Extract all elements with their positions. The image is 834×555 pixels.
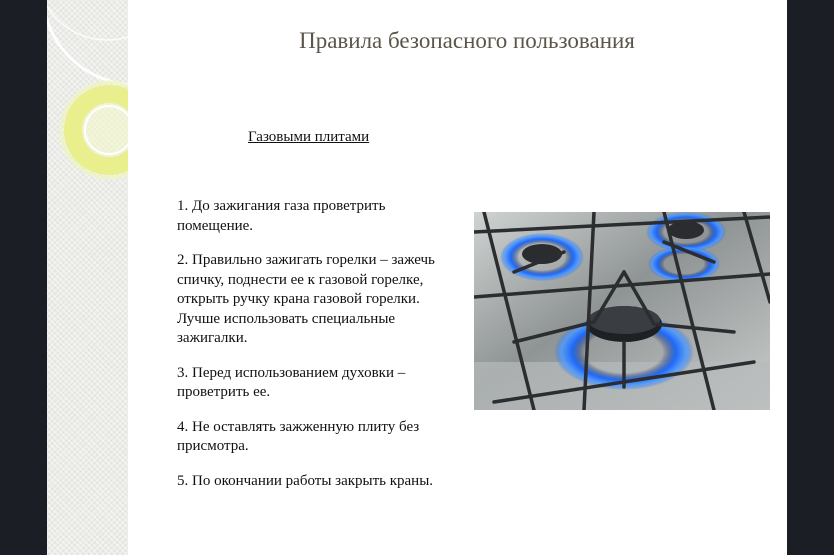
rule-item: 3. Перед использованием духовки – проветрить ее. bbox=[177, 364, 406, 400]
slide-subtitle: Газовыми плитами bbox=[248, 129, 370, 145]
gas-stove-burners-icon bbox=[474, 212, 770, 410]
slide bbox=[47, 0, 787, 555]
rule-item: 4. Не оставлять зажженную плиту без присмотра. bbox=[177, 418, 420, 454]
rules-list bbox=[177, 197, 452, 506]
slide-title: Правила безопасного пользования bbox=[299, 28, 635, 53]
decorative-rings-icon bbox=[47, 0, 128, 555]
rule-item: 2. Правильно зажигать горелки – зажечь спичку, поднести ее к газовой горелке, открыть ручку крана газовой горелки. Лучше использовать специальные зажигалки. bbox=[177, 252, 435, 346]
gas-stove-photo bbox=[474, 212, 770, 410]
rule-item: 5. По окончании работы закрыть краны. bbox=[177, 472, 434, 489]
decorative-side-strip bbox=[47, 0, 128, 555]
rule-item: 1. До зажигания газа проветрить помещение. bbox=[177, 198, 386, 234]
